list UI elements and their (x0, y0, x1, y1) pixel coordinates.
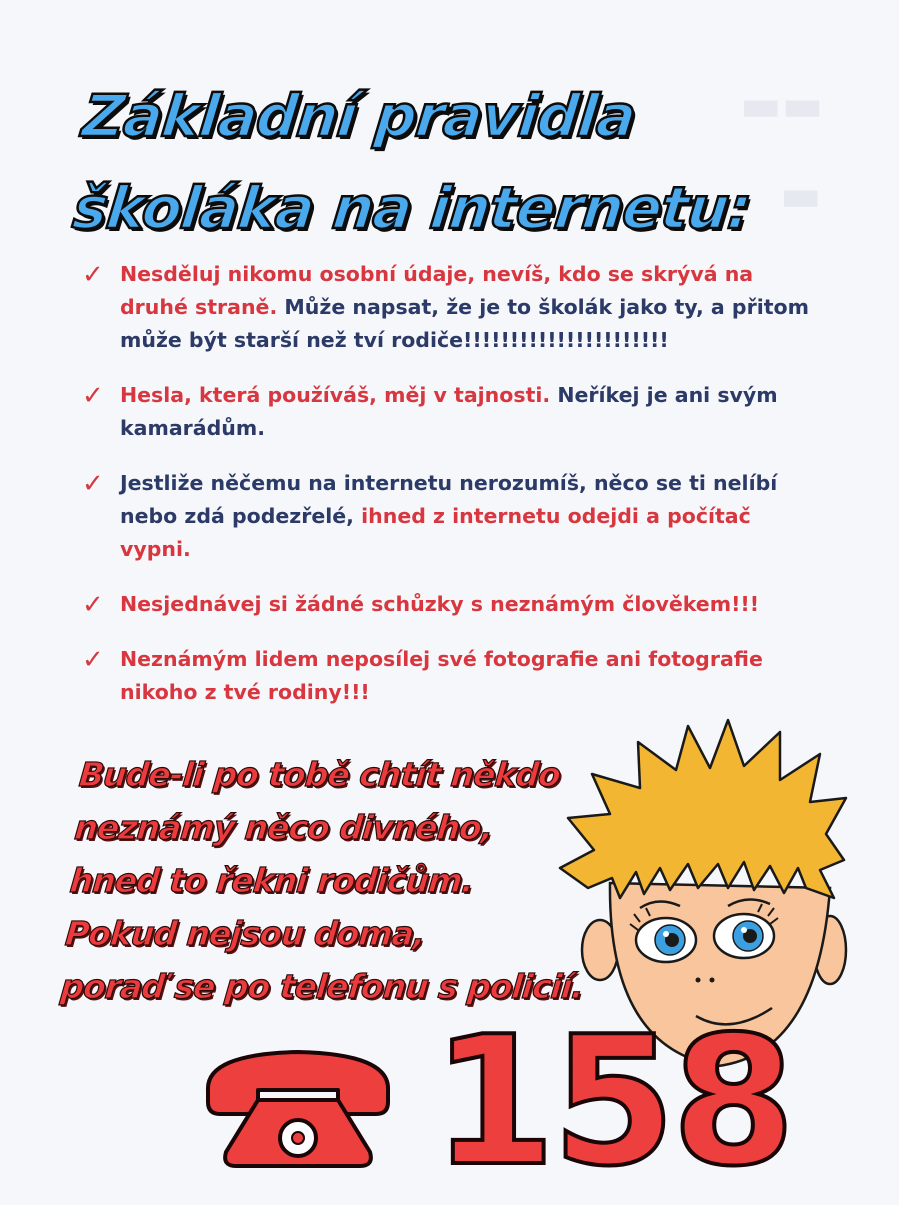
page-title (68, 70, 764, 254)
title-line-2: školáka na internetu: (69, 174, 754, 242)
rule-text: Neříkej je ani svým kamarádům. (120, 383, 778, 440)
bleed-through-decoration: ▬▬ (740, 80, 824, 131)
warning-line: poraď se po telefonu s policií. (59, 967, 585, 1006)
rule-item (82, 588, 822, 621)
warning-line: neznámý něco divného, (72, 808, 495, 847)
checkmark-icon: ✓ (82, 469, 104, 499)
rule-item (82, 467, 822, 566)
rule-text: Hesla, která používáš, měj v tajnosti. (120, 383, 558, 407)
warning-line: Bude-li po tobě chtít někdo (77, 755, 562, 794)
rule-text: Nesděluj nikomu osobní údaje, nevíš, kdo se skrývá na druhé straně. (120, 262, 754, 319)
bleed-through-decoration: ▬ (780, 170, 822, 221)
telephone-icon (200, 1042, 396, 1174)
rules-list (82, 258, 822, 731)
checkmark-icon: ✓ (82, 381, 104, 411)
rule-text: Jestliže něčemu na internetu nerozumíš, něco se ti nelíbí nebo zdá podezřelé, (120, 471, 778, 528)
rule-item (82, 379, 822, 445)
checkmark-icon: ✓ (82, 590, 104, 620)
title-line-1: Základní pravidla (79, 82, 639, 150)
emergency-number: 158 (432, 998, 792, 1205)
checkmark-icon: ✓ (82, 260, 104, 290)
rule-item (82, 258, 822, 357)
checkmark-icon: ✓ (82, 645, 104, 675)
warning-line: Pokud nejsou doma, (63, 914, 427, 953)
rule-text: Nesjednávej si žádné schůzky s neznámým člověkem!!! (120, 592, 760, 616)
rule-text: Neznámým lidem neposílej své fotografie ani fotografie nikoho z tvé rodiny!!! (120, 647, 763, 704)
rule-item (82, 643, 822, 709)
warning-text (58, 748, 604, 1013)
warning-line: hned to řekni rodičům. (68, 861, 475, 900)
rule-text: Může napsat, že je to školák jako ty, a přitom může být starší než tví rodiče!!!!!!!!!!!!!!!!!!!!!! (120, 295, 809, 352)
rule-text: ihned z internetu odejdi a počítač vypni. (120, 504, 751, 561)
